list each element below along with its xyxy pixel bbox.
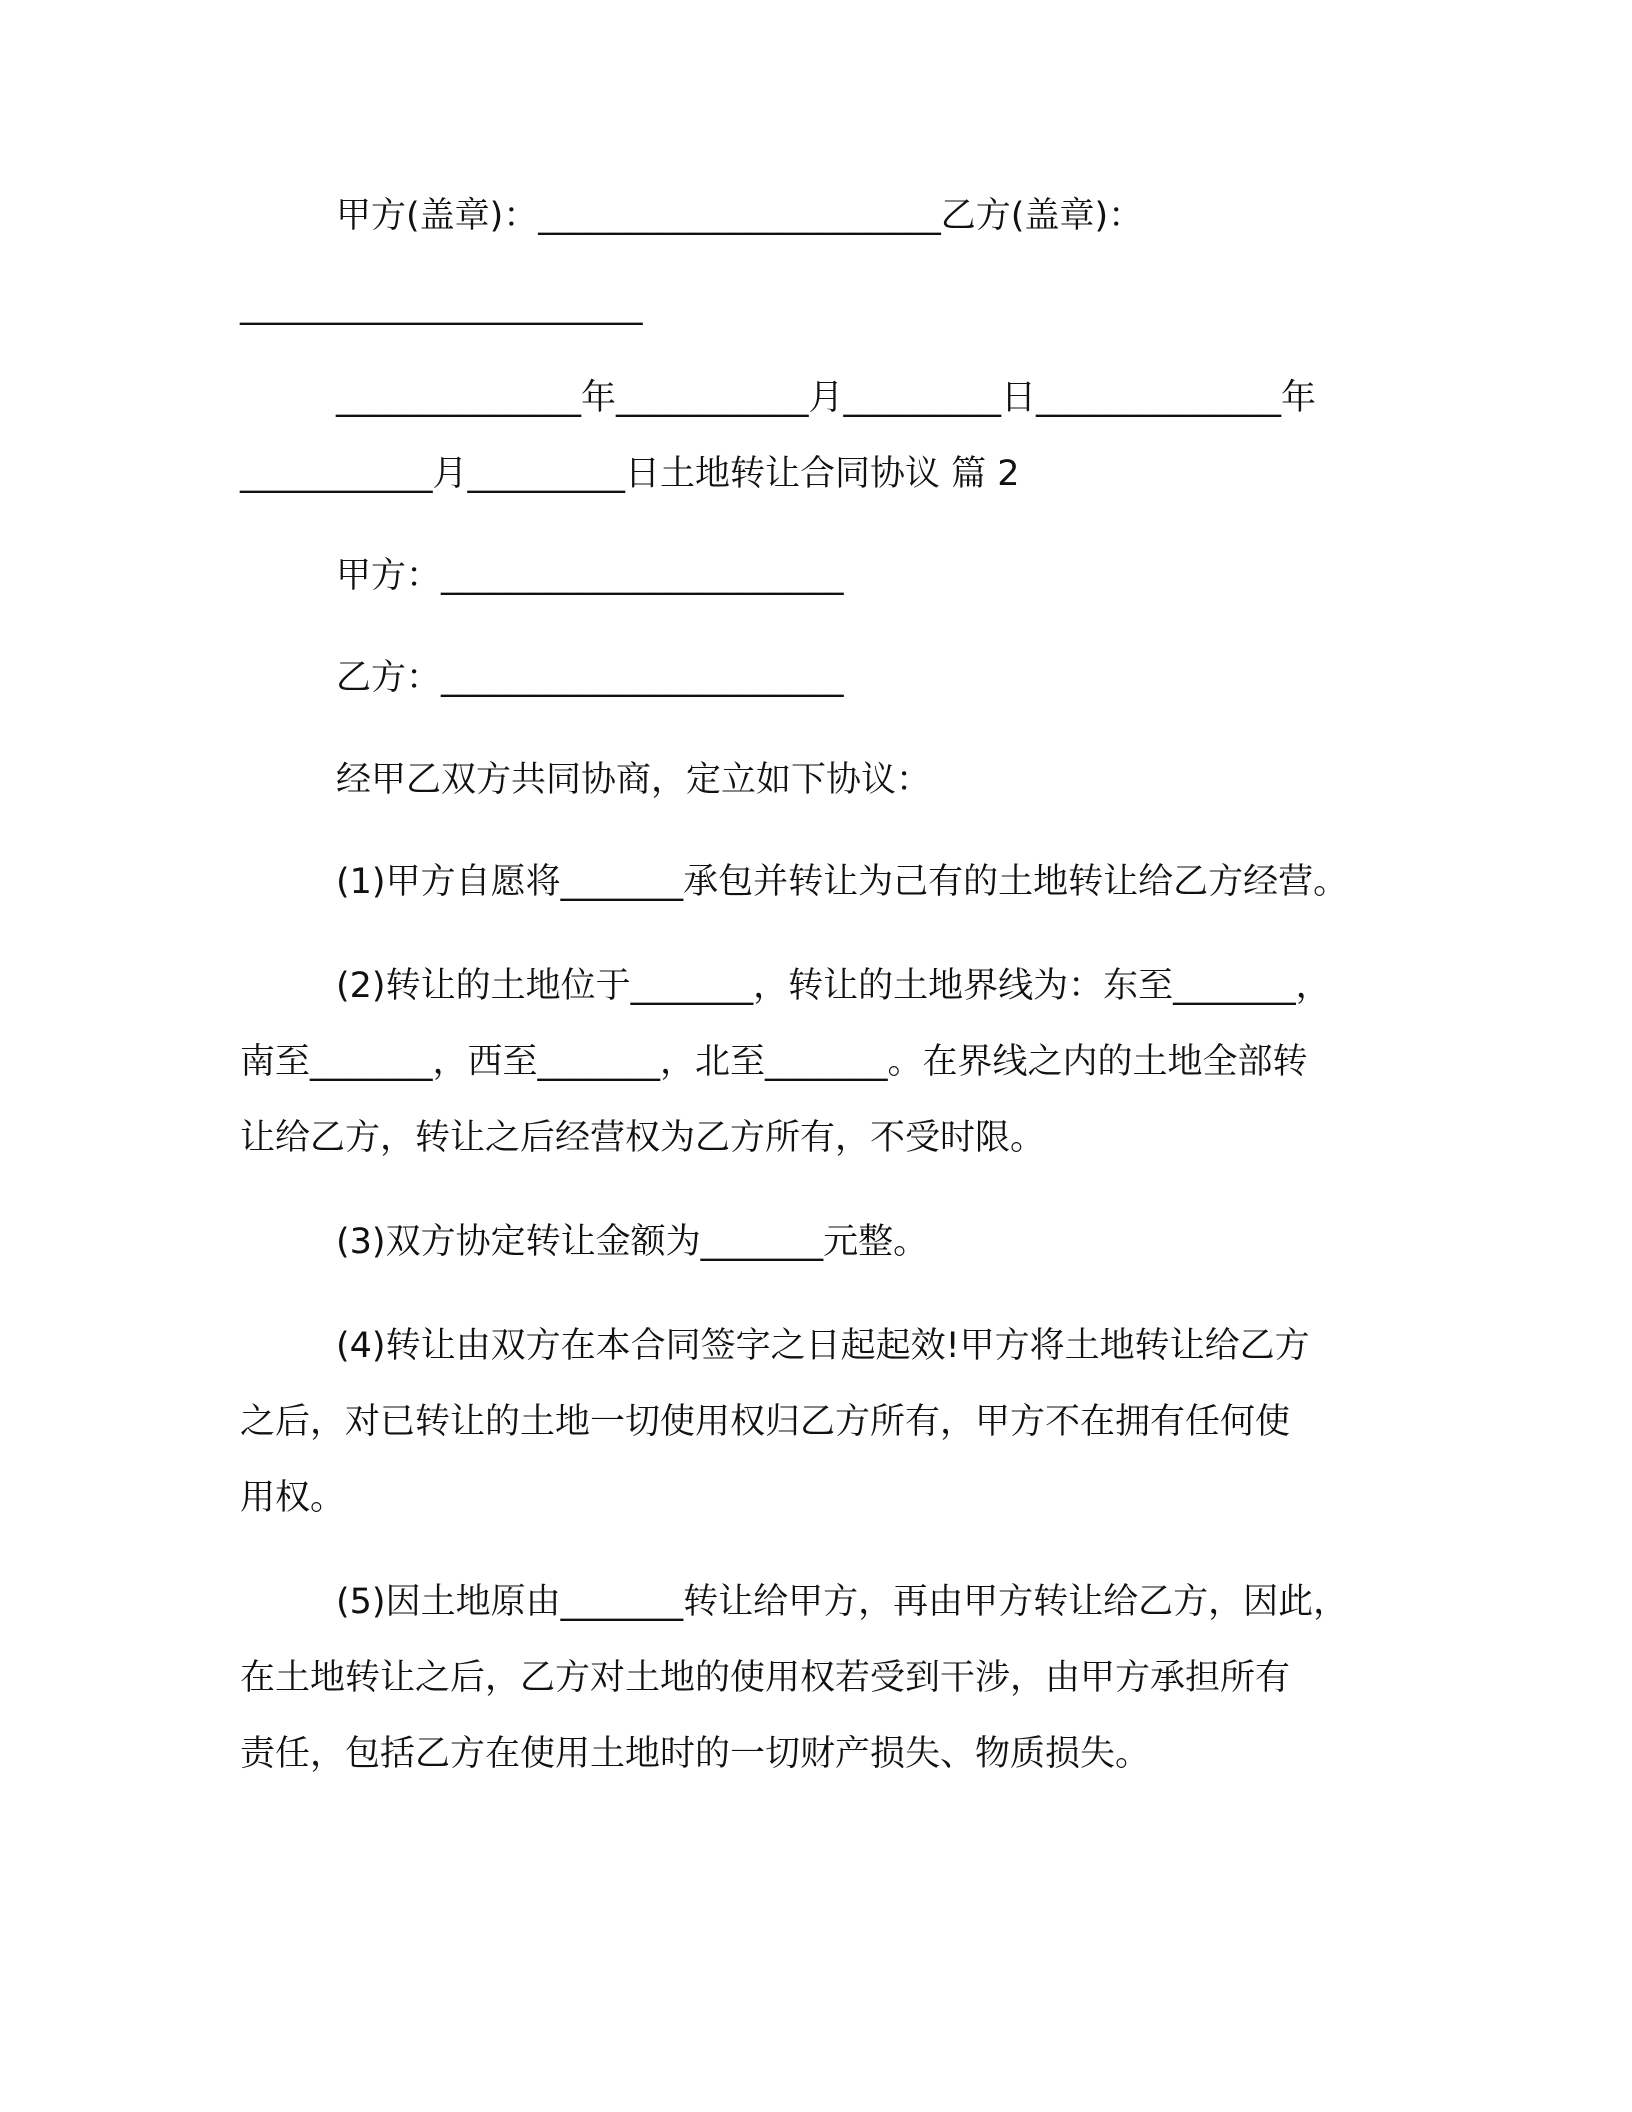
signature-line-blank: _______________________	[240, 286, 643, 326]
clause-2-line-1: (2)转让的土地位于_______，转让的土地界线为：东至_______，	[336, 966, 1331, 1006]
clause-4-line-1: (4)转让由双方在本合同签字之日起起效!甲方将土地转让给乙方	[336, 1326, 1310, 1366]
clause-5-line-3: 责任，包括乙方在使用土地时的一切财产损失、物质损失。	[240, 1734, 1151, 1774]
clause-3: (3)双方协定转让金额为_______元整。	[336, 1222, 929, 1262]
clause-4-line-2: 之后，对已转让的土地一切使用权归乙方所有，甲方不在拥有任何使	[240, 1402, 1291, 1442]
clause-1: (1)甲方自愿将_______承包并转让为己有的土地转让给乙方经营。	[336, 862, 1349, 902]
clause-2-line-2: 南至_______，西至_______，北至_______。在界线之内的土地全部转	[240, 1042, 1308, 1082]
clause-2-line-3: 让给乙方，转让之后经营权为乙方所有，不受时限。	[240, 1118, 1046, 1158]
signature-line-seals: 甲方(盖章)：_______________________乙方(盖章)：	[336, 196, 1144, 236]
date-and-title-line: ___________月_________日土地转让合同协议 篇 2	[240, 454, 1020, 494]
party-b-line: 乙方：_______________________	[336, 658, 844, 698]
intro-paragraph: 经甲乙双方共同协商，定立如下协议：	[336, 760, 932, 800]
date-line: ______________年___________月_________日______________年	[336, 378, 1317, 418]
clause-5-line-1: (5)因土地原由_______转让给甲方，再由甲方转让给乙方，因此，	[336, 1582, 1349, 1622]
party-a-line: 甲方：_______________________	[336, 556, 844, 596]
clause-5-line-2: 在土地转让之后，乙方对土地的使用权若受到干涉，由甲方承担所有	[240, 1658, 1291, 1698]
clause-4-line-3: 用权。	[240, 1478, 346, 1518]
